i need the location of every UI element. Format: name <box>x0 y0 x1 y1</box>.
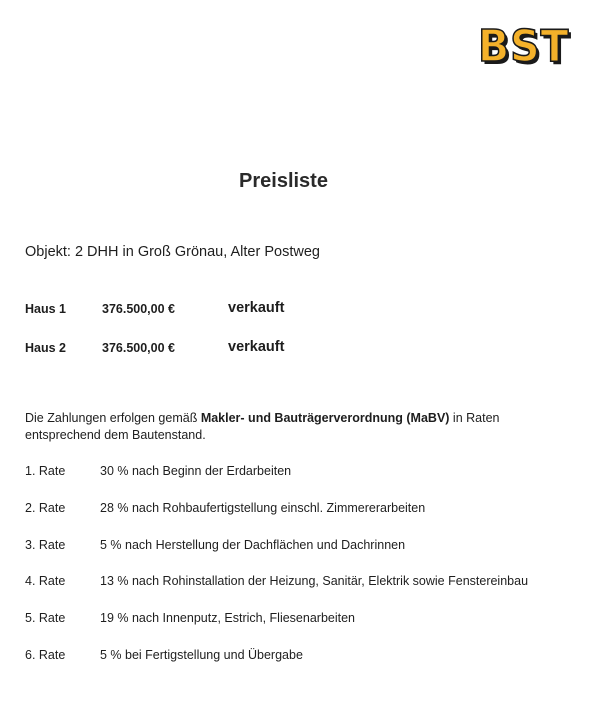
rate-text: 30 % nach Beginn der Erdarbeiten <box>100 464 292 478</box>
intro-text: Die Zahlungen erfolgen gemäß <box>25 411 201 425</box>
rate-label: 6. Rate <box>25 648 66 662</box>
rate-text: 13 % nach Rohinstallation der Heizung, Sanitär, Elektrik sowie Fenstereinbau <box>100 574 529 588</box>
house-status: verkauft <box>228 300 285 316</box>
house-label: Haus 2 <box>25 341 66 355</box>
rate-label: 4. Rate <box>25 574 66 588</box>
intro-line2: entsprechend dem Bautenstand. <box>25 428 206 442</box>
bst-logo: BST <box>478 21 570 72</box>
rate-label: 2. Rate <box>25 501 66 515</box>
rate-text: 5 % nach Herstellung der Dachflächen und Dachrinnen <box>100 538 406 552</box>
page-title: Preisliste <box>239 170 328 192</box>
house-status: verkauft <box>228 339 285 355</box>
intro-bold-text: Makler- und Bauträgerverordnung (MaBV) <box>200 411 450 425</box>
rate-label: 5. Rate <box>25 611 66 625</box>
objekt-line: Objekt: 2 DHH in Groß Grönau, Alter Postweg <box>25 244 320 260</box>
house-price: 376.500,00 € <box>102 302 175 316</box>
house-label: Haus 1 <box>25 302 66 316</box>
house-price: 376.500,00 € <box>102 341 175 355</box>
payment-intro <box>25 410 585 444</box>
rate-label: 3. Rate <box>25 538 66 552</box>
rate-label: 1. Rate <box>25 464 66 478</box>
intro-text-after: in Raten <box>449 411 500 425</box>
rate-text: 28 % nach Rohbaufertigstellung einschl. Zimmererarbeiten <box>100 501 426 515</box>
rate-text: 19 % nach Innenputz, Estrich, Fliesenarbeiten <box>100 611 356 625</box>
rate-text: 5 % bei Fertigstellung und Übergabe <box>100 648 303 662</box>
